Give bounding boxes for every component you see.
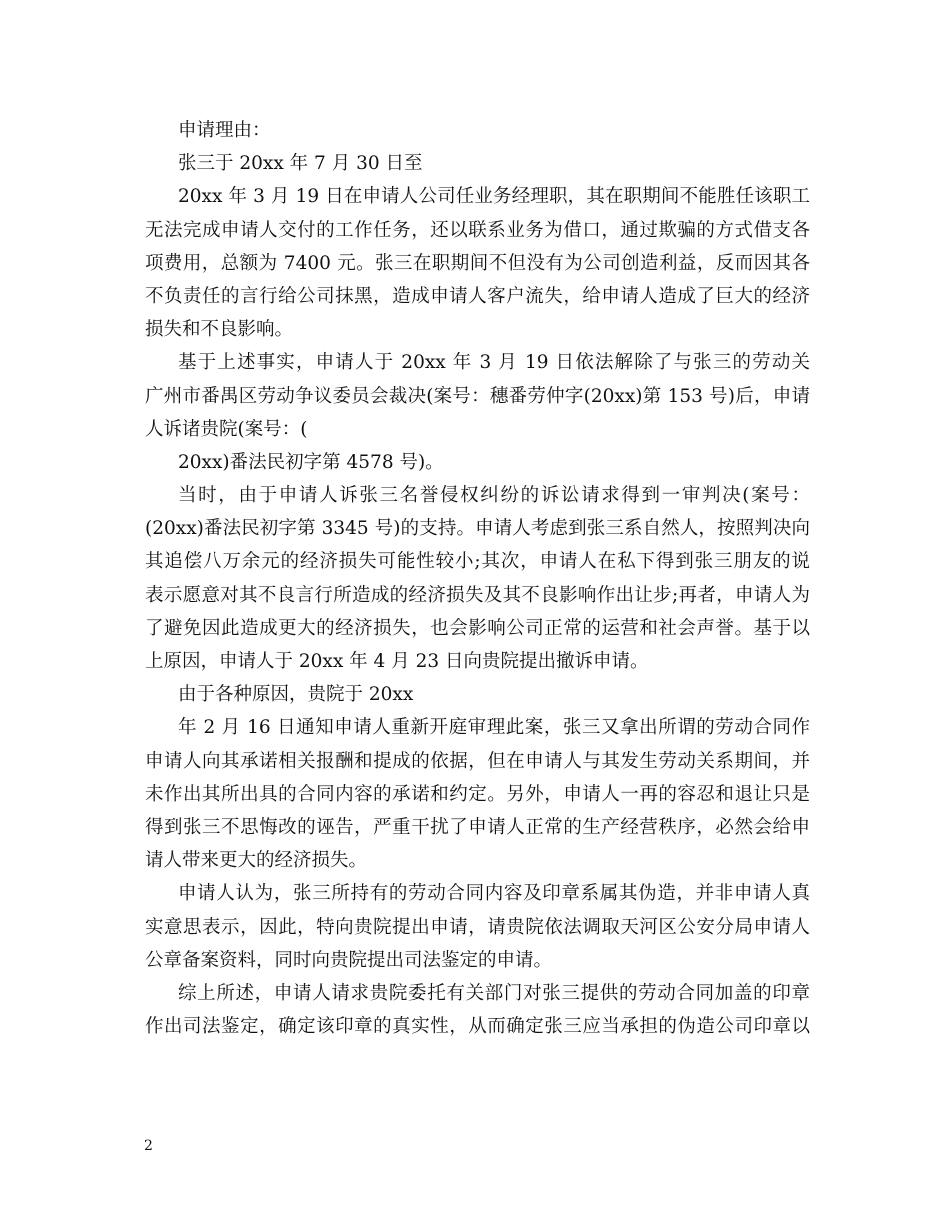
text-line: 20xx 年 3 月 19 日在申请人公司任业务经理职，其在职期间不能胜任该职工: [178, 186, 810, 208]
text-line: 当时，由于申请人诉张三名誉侵权纠纷的诉讼请求得到一审判决(案号：: [178, 485, 810, 507]
text-line: 申请理由：: [178, 120, 271, 141]
text-line: 项费用，总额为 7400 元。张三在职期间不但没有为公司创造利益，反而因其各: [145, 252, 810, 274]
text-line: 20xx)番法民初字第 4578 号)。: [178, 451, 444, 473]
text-line: 年 2 月 16 日通知申请人重新开庭审理此案，张三又拿出所谓的劳动合同作: [178, 717, 810, 739]
text-line: 表示愿意对其不良言行所造成的经济损失及其不良影响作出让步;再者，申请人为: [145, 584, 810, 606]
text-line: 上原因，申请人于 20xx 年 4 月 23 日向贵院提出撤诉申请。: [145, 651, 649, 672]
text-line: 其追偿八万余元的经济损失可能性较小;其次，申请人在私下得到张三朋友的说: [145, 551, 810, 573]
text-line: 作出司法鉴定，确定该印章的真实性，从而确定张三应当承担的伪造公司印章以: [145, 1016, 810, 1038]
text-line: 人诉诸贵院(案号：(: [145, 418, 308, 440]
text-line: 张三于 20xx 年 7 月 30 日至: [178, 153, 423, 175]
text-line: 申请人认为，张三所持有的劳动合同内容及印章系属其伪造，并非申请人真: [178, 883, 810, 905]
document-body: [145, 114, 810, 1043]
text-line: 实意思表示，因此，特向贵院提出申请，请贵院依法调取天河区公安分局申请人: [145, 916, 810, 938]
text-line: 综上所述，申请人请求贵院委托有关部门对张三提供的劳动合同加盖的印章: [178, 982, 810, 1004]
text-line: (20xx)番法民初字第 3345 号)的支持。申请人考虑到张三系自然人，按照判决向: [145, 518, 810, 540]
text-line: 得到张三不思悔改的诬告，严重干扰了申请人正常的生产经营秩序，必然会给申: [145, 816, 810, 838]
text-line: 请人带来更大的经济损失。: [145, 850, 368, 872]
text-line: 损失和不良影响。: [145, 319, 294, 341]
text-line: 公章备案资料，同时向贵院提出司法鉴定的申请。: [145, 949, 553, 971]
text-line: 由于各种原因，贵院于 20xx: [178, 684, 414, 706]
text-line: 申请人向其承诺相关报酬和提成的依据，但在申请人与其发生劳动关系期间，并: [145, 750, 810, 772]
text-line: 基于上述事实，申请人于 20xx 年 3 月 19 日依法解除了与张三的劳动关: [178, 352, 810, 374]
text-line: 无法完成申请人交付的工作任务，还以联系业务为借口，通过欺骗的方式借支各: [145, 219, 810, 241]
page-number: 2: [144, 1138, 153, 1154]
text-line: 未作出其所出具的合同内容的承诺和约定。另外，申请人一再的容忍和退让只是: [145, 783, 810, 805]
text-line: 不负责任的言行给公司抹黑，造成申请人客户流失，给申请人造成了巨大的经济: [145, 285, 810, 307]
text-line: 了避免因此造成更大的经济损失，也会影响公司正常的运营和社会声誉。基于以: [145, 617, 810, 639]
text-line: 广州市番禺区劳动争议委员会裁决(案号：穗番劳仲字(20xx)第 153 号)后，申请: [145, 385, 810, 407]
